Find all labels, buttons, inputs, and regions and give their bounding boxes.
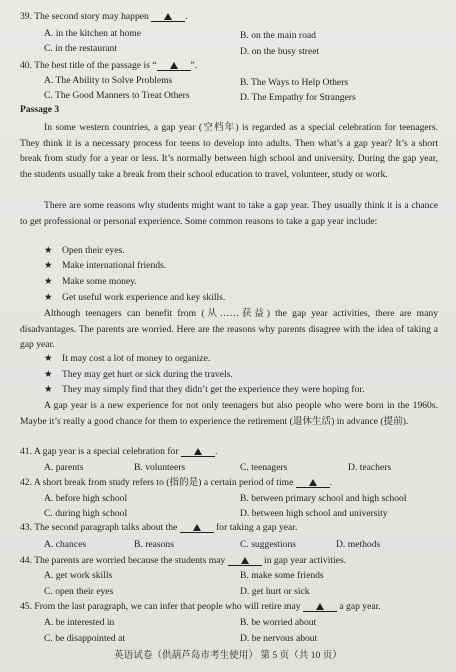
answer-blank (151, 11, 188, 22)
question-stem: A short break from study refers to (指的是) a certain period of time (33, 477, 294, 488)
option-b: B. volunteers (134, 462, 186, 473)
paragraph-4 (20, 398, 438, 429)
option-d: D. be nervous about (240, 633, 318, 644)
paragraph-3-text: Although teenagers can benefit from (从……获益) the gap year activities, there are many disadvantages. The parents are worried. Here are the reasons why parents disagree with the idea of taking a gap year. (20, 308, 438, 350)
worry-item (44, 368, 233, 382)
answer-blank (303, 602, 337, 612)
answer-blank (180, 523, 214, 533)
option-c: C. during high school (44, 508, 128, 519)
question-stem: The parents are worried because the students may (34, 555, 226, 566)
paragraph-4-text: A gap year is a new experience for not only teenagers but also people who were born in the 1960s. Maybe it’s really a good chance for them to experience the retirement (退休生活) in advance (提前). (20, 400, 438, 427)
option-b: B. between primary school and high school (240, 493, 407, 504)
option-d: D. get hurt or sick (240, 586, 310, 597)
star-icon: ★ (44, 245, 53, 256)
option-a: A. The Ability to Solve Problems (44, 75, 173, 86)
option-d: D. methods (336, 539, 381, 550)
question-number: 42. (20, 477, 32, 488)
paragraph-2 (20, 198, 438, 229)
triangle-icon (309, 479, 317, 486)
question-stem-end: a gap year. (339, 601, 381, 612)
triangle-icon (164, 13, 172, 20)
option-c: C. The Good Manners to Treat Others (44, 90, 190, 101)
option-b: B. on the main road (240, 30, 316, 41)
question-stem: The best title of the passage is “ (34, 60, 157, 71)
reason-text: Open their eyes. (62, 245, 125, 256)
answer-blank (157, 61, 191, 71)
question-number: 39. (20, 11, 32, 22)
worry-item (44, 352, 210, 366)
triangle-icon (170, 62, 178, 69)
reason-text: Get useful work experience and key skills. (62, 292, 226, 303)
triangle-icon (193, 524, 201, 531)
passage-title: Passage 3 (20, 104, 60, 115)
question-stem-end: in gap year activities. (264, 555, 347, 566)
option-c: C. teenagers (240, 462, 288, 473)
triangle-icon (241, 557, 249, 564)
answer-blank (296, 477, 333, 488)
worry-text: It may cost a lot of money to organize. (62, 353, 211, 364)
question-stem-end: ”. (190, 60, 198, 71)
answer-blank (228, 556, 262, 566)
question-stem-end: for taking a gap year. (216, 522, 298, 533)
option-b: B. The Ways to Help Others (240, 77, 349, 88)
option-c: C. suggestions (240, 539, 296, 550)
reason-item (44, 275, 137, 289)
question-number: 44. (20, 555, 32, 566)
question-41 (20, 445, 217, 459)
question-stem: From the last paragraph, we can infer that people who will retire may (34, 601, 301, 612)
question-43 (20, 521, 297, 535)
question-stem-end: . (185, 11, 188, 22)
question-45 (20, 600, 381, 614)
paragraph-1 (20, 120, 438, 182)
option-c: C. in the restaurant (44, 43, 117, 54)
question-42 (20, 476, 332, 490)
worry-item (44, 383, 364, 397)
question-stem: The second paragraph talks about the (34, 522, 178, 533)
reason-item (44, 259, 166, 273)
reason-text: Make international friends. (62, 260, 167, 271)
option-c: C. be disappointed at (44, 633, 125, 644)
option-b: B. make some friends (240, 570, 324, 581)
triangle-icon (316, 603, 324, 610)
option-a: A. get work skills (44, 570, 113, 581)
option-a: A. be interested in (44, 617, 115, 628)
star-icon: ★ (44, 353, 53, 364)
worry-text: They may simply find that they didn’t get the experience they were hoping for. (62, 384, 365, 395)
page-footer: 英语试卷（供葫芦岛市考生使用） 第 5 页（共 10 页） (114, 650, 342, 661)
question-stem: A gap year is a special celebration for (33, 446, 179, 457)
option-b: B. be worried about (240, 617, 317, 628)
reason-item (44, 244, 125, 258)
paragraph-1-text: In some western countries, a gap year (空档年) is regarded as a special celebration for teenagers. They think it is a necessary process for teens to develop into adults. Then what’s a gap year? It’s a short break from study for a year or less. It’s normally between high school and university. During the gap year, the students usually take a break from their school education to travel, volunteer, study or work. (20, 122, 438, 180)
option-a: A. parents (44, 462, 84, 473)
star-icon: ★ (44, 384, 53, 395)
question-stem-end: . (329, 477, 333, 488)
option-a: A. chances (44, 539, 87, 550)
triangle-icon (194, 448, 202, 455)
answer-blank (181, 446, 218, 457)
option-a: A. in the kitchen at home (44, 28, 141, 39)
question-stem: The second story may happen (34, 11, 149, 22)
option-c: C. open their eyes (44, 586, 114, 597)
option-d: D. teachers (348, 462, 392, 473)
star-icon: ★ (44, 369, 53, 380)
option-d: D. between high school and university (240, 508, 388, 519)
star-icon: ★ (44, 260, 53, 271)
option-a: A. before high school (44, 493, 128, 504)
option-d: D. The Empathy for Strangers (240, 92, 356, 103)
paragraph-3 (20, 306, 438, 353)
question-44 (20, 554, 346, 568)
star-icon: ★ (44, 276, 53, 287)
question-number: 41. (20, 446, 32, 457)
option-b: B. reasons (134, 539, 174, 550)
question-39 (20, 10, 188, 24)
question-stem-end: . (214, 446, 218, 457)
option-d: D. on the busy street (240, 46, 320, 57)
worry-text: They may get hurt or sick during the travels. (62, 369, 233, 380)
reason-text: Make some money. (62, 276, 137, 287)
question-40 (20, 59, 197, 73)
question-number: 43. (20, 522, 32, 533)
question-number: 45. (20, 601, 32, 612)
star-icon: ★ (44, 292, 53, 303)
paragraph-2-text: There are some reasons why students might want to take a gap year. They usually think it is a chance to get professional or personal experience. Some common reasons to take a gap year include: (20, 200, 438, 227)
reason-item (44, 291, 225, 305)
question-number: 40. (20, 60, 32, 71)
